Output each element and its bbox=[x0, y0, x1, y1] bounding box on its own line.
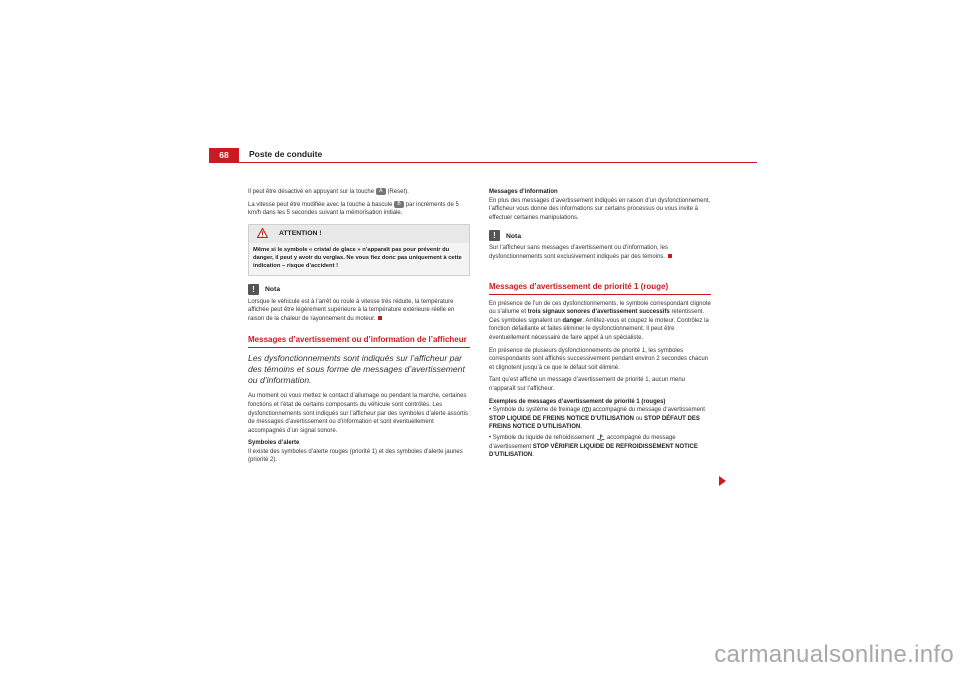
paragraph: Au moment où vous mettez le contact d’allumage ou pendant la marche, certaines fonctions et l’état de certains composants du véhicule sont contrôlés. Les dysfonctionnements sont indiqués sur l’afficheur par des symboles d’alerte assortis de messages d’avertissement ou d’information et sont éventuellement accompagnés d’un signal sonore. bbox=[248, 393, 469, 434]
paragraph: Tant qu’est affiché un message d’avertissement de priorité 1, aucun menu n’apparaît sur l’afficheur. bbox=[489, 377, 686, 392]
paragraph bbox=[489, 188, 711, 197]
section-rule bbox=[248, 347, 470, 348]
note-header bbox=[489, 230, 711, 241]
text: . Arrêtez-vous et coupez le moteur. Contrôlez la fonction défaillante et faites éliminer le dysfonctionnement. Il peut être éventuellement nécessaire de faire appel à un spécialiste. bbox=[489, 317, 709, 341]
note-icon bbox=[489, 230, 500, 241]
paragraph: Il existe des symboles d’alerte rouges (priorité 1) et des symboles d’alerte jaunes (priorité 2). bbox=[248, 448, 463, 464]
paragraph bbox=[248, 188, 470, 197]
note-text bbox=[248, 298, 470, 324]
header-rule bbox=[209, 162, 757, 163]
end-marker-icon bbox=[378, 316, 382, 320]
warning-box bbox=[248, 224, 470, 276]
text: Sur l’afficheur sans messages d’avertissement ou d’information, les dysfonctionnements sont exclusivement indiqués par des témoins. bbox=[489, 245, 668, 260]
bullet-icon: • bbox=[489, 407, 492, 414]
text: . bbox=[580, 424, 582, 431]
paragraph: En plus des messages d’avertissement indiqués en raison d’un dysfonctionnement, l’afficheur vous donne des informations sur certains processus ou vous invite à effectuer certaines manipulations. bbox=[489, 197, 711, 221]
list-item bbox=[489, 434, 711, 460]
section-intro: Les dysfonctionnements sont indiqués sur l’afficheur par des témoins et sous forme de messages d’avertissement ou d’information. bbox=[248, 353, 465, 386]
bullet-icon: • bbox=[489, 435, 492, 442]
text: . bbox=[532, 452, 534, 459]
paragraph: En présence de plusieurs dysfonctionnements de priorité 1, les symboles correspondants sont affichés successivement pendant environ 2 secondes chacun et clignotent jusqu’à ce que le défaut soit éliminé. bbox=[489, 347, 709, 371]
coolant-icon bbox=[596, 434, 605, 441]
note-title: Nota bbox=[265, 285, 281, 293]
text: En présence de l’un de ces dysfonctionnements, le symbole correspondant clignote ou s’allume et bbox=[489, 300, 711, 316]
text: accompagné du message d’avertissement bbox=[592, 407, 705, 414]
warning-header bbox=[249, 225, 469, 243]
list-item bbox=[489, 406, 711, 432]
toggle-key-icon: B bbox=[394, 201, 404, 208]
text: Il peut être désactivé en appuyant sur la touche bbox=[248, 189, 375, 196]
text: accompagné du message d’avertissement bbox=[489, 435, 676, 450]
note-header bbox=[248, 284, 470, 295]
subheading: Exemples de messages d’avertissement de priorité 1 (rouges) bbox=[489, 398, 666, 405]
paragraph bbox=[489, 300, 711, 343]
watermark: carmanualsonline.info bbox=[714, 641, 954, 668]
text: retentissent. Ces symboles signalent un bbox=[489, 309, 705, 324]
note-title: Nota bbox=[506, 232, 522, 240]
warning-triangle-icon bbox=[257, 228, 268, 238]
text: par incréments de 5 km/h dans les 5 secondes suivant la mémorisation initiale. bbox=[248, 201, 459, 217]
message-text: STOP LIQUIDE DE FREINS NOTICE D’UTILISATION bbox=[489, 415, 635, 422]
text: Lorsque le véhicule est à l’arrêt ou roule à vitesse très réduite, la température affichée peut être légèrement supérieure à la température extérieure réelle en raison de la chaleur de rayonnement du moteur. bbox=[248, 298, 455, 322]
page-title: Poste de conduite bbox=[249, 149, 323, 159]
text: (Reset). bbox=[387, 189, 409, 196]
page-number: 68 bbox=[209, 148, 239, 162]
text-bold: danger bbox=[562, 317, 583, 324]
subheading: Messages d’information bbox=[489, 189, 558, 195]
right-column bbox=[489, 188, 711, 464]
section-rule bbox=[489, 294, 711, 295]
message-text: STOP VÉRIFIER LIQUIDE DE REFROIDISSEMENT NOTICE D’UTILISATION bbox=[489, 443, 698, 459]
subheading: Symboles d’alerte bbox=[248, 440, 300, 447]
text-bold: trois signaux sonores d’avertissement successifs bbox=[527, 309, 670, 316]
end-marker-icon bbox=[668, 254, 672, 258]
left-column bbox=[248, 188, 470, 469]
next-page-arrow-icon bbox=[719, 476, 726, 486]
section-title: Messages d’avertissement de priorité 1 (rouge) bbox=[489, 281, 669, 291]
reset-key-icon: A bbox=[376, 188, 386, 195]
message-text: STOP DÉFAUT DES FREINS NOTICE D’UTILISATION bbox=[489, 415, 700, 431]
text: Symbole du système de freinage bbox=[492, 407, 581, 414]
paragraph bbox=[248, 439, 470, 448]
paragraph bbox=[248, 201, 470, 218]
note-text bbox=[489, 244, 711, 261]
warning-title: ATTENTION ! bbox=[279, 229, 322, 237]
note-icon bbox=[248, 284, 259, 295]
warning-text: Même si le symbole « cristal de glace » n’apparaît pas pour prévenir du danger, il peut y avoir du verglas. Ne vous fiez donc pas uniquement à cette indication – risque d’accident ! bbox=[253, 246, 462, 270]
section-title: Messages d’avertissement ou d’information de l’afficheur bbox=[248, 335, 467, 345]
text: Symbole du liquide de refroidissement bbox=[492, 435, 595, 442]
text: La vitesse peut être modifiée avec la touche à bascule bbox=[248, 201, 393, 208]
paragraph bbox=[489, 398, 711, 407]
brake-system-icon bbox=[582, 406, 591, 413]
text: ou bbox=[635, 415, 643, 422]
